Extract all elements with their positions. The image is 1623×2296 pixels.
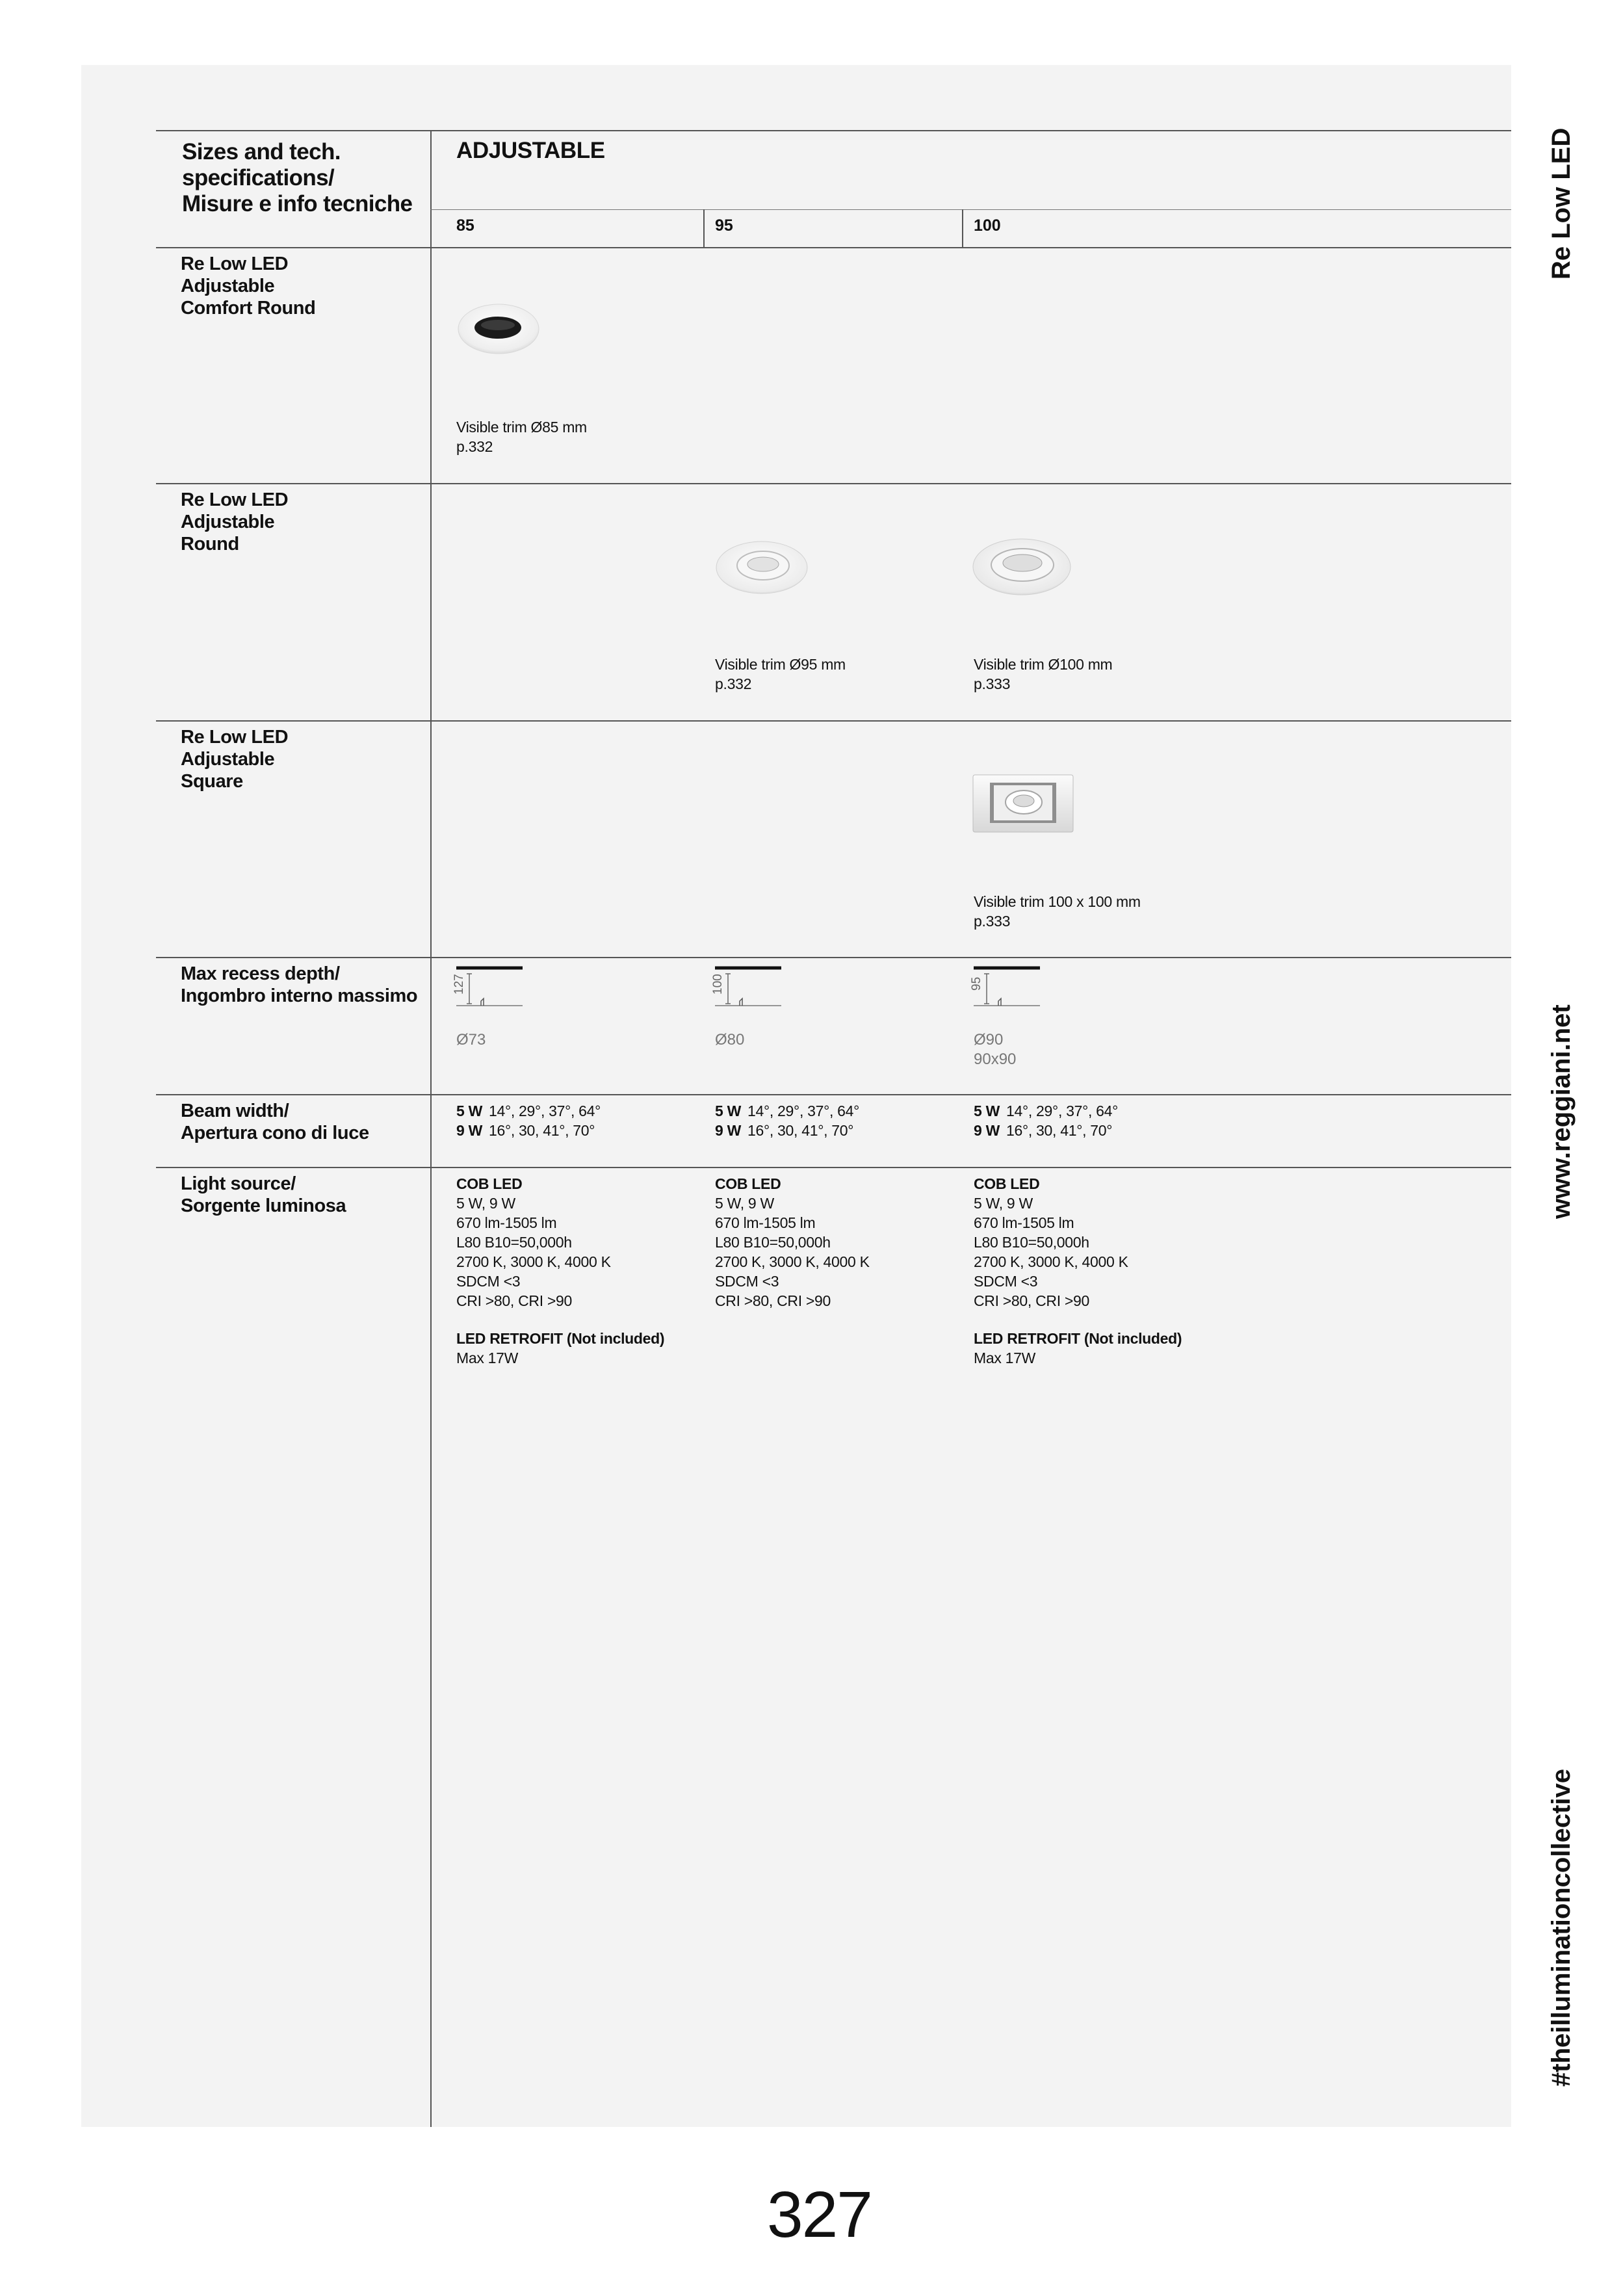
beam-angles-5: 14°, 29°, 37°, 64° [489, 1102, 601, 1119]
section-title: ADJUSTABLE [456, 138, 605, 163]
column-header-100: 100 [974, 216, 1001, 235]
cob-led: COB LED [974, 1175, 1040, 1192]
round-100-caption [974, 655, 1112, 694]
lifetime: L80 B10=50,000h [715, 1234, 831, 1251]
row-label-square: Re Low LED Adjustable Square [181, 727, 289, 792]
trim-text: Visible trim 100 x 100 mm [974, 893, 1141, 910]
row-rule-4 [156, 957, 1511, 958]
lumens: 670 lm-1505 lm [974, 1214, 1074, 1231]
row-rule-2 [156, 483, 1511, 484]
beam-watt-9: 9 W [715, 1122, 741, 1139]
column-divider-95 [703, 209, 705, 247]
beam-watt-5: 5 W [715, 1102, 741, 1119]
trim-text: Visible trim Ø100 mm [974, 656, 1113, 673]
column-header-85: 85 [456, 216, 474, 235]
side-website[interactable]: www.reggiani.net [1547, 1004, 1576, 1219]
page-ref[interactable]: p.332 [715, 675, 752, 692]
light-source-95 [715, 1174, 870, 1311]
lumens: 670 lm-1505 lm [715, 1214, 816, 1231]
beam-angles-5: 14°, 29°, 37°, 64° [747, 1102, 860, 1119]
beam-100 [974, 1101, 1118, 1140]
product-image-comfort-round-85 [456, 303, 541, 355]
watts: 5 W, 9 W [456, 1195, 515, 1212]
trim-text: Visible trim Ø85 mm [456, 419, 587, 436]
light-source-85 [456, 1174, 664, 1368]
led-retrofit: LED RETROFIT (Not included) [456, 1330, 665, 1347]
trim-text: Visible trim Ø95 mm [715, 656, 846, 673]
row-rule-5 [156, 1094, 1511, 1095]
recess-diagram-95 [711, 962, 785, 1014]
column-header-95: 95 [715, 216, 733, 235]
watts: 5 W, 9 W [715, 1195, 774, 1212]
led-retrofit: LED RETROFIT (Not included) [974, 1330, 1182, 1347]
page-ref[interactable]: p.332 [456, 438, 493, 455]
lifetime: L80 B10=50,000h [456, 1234, 572, 1251]
beam-watt-5: 5 W [456, 1102, 482, 1119]
cri: CRI >80, CRI >90 [456, 1292, 573, 1309]
row-label-recess: Max recess depth/ Ingombro interno massimo [181, 963, 418, 1006]
beam-angles-9: 16°, 30, 41°, 70° [747, 1122, 854, 1139]
recess-square-size: 90x90 [974, 1050, 1017, 1068]
recess-diameter: Ø73 [456, 1031, 486, 1049]
recess-depth-95: 100 [711, 974, 725, 995]
beam-watt-9: 9 W [974, 1122, 1000, 1139]
max-power: Max 17W [456, 1350, 519, 1366]
header-top-rule [156, 130, 1511, 131]
row-rule-6 [156, 1167, 1511, 1168]
recess-diameter: Ø80 [715, 1031, 745, 1049]
side-product-title: Re Low LED [1547, 127, 1576, 280]
lifetime: L80 B10=50,000h [974, 1234, 1089, 1251]
light-source-100 [974, 1174, 1182, 1368]
max-power: Max 17W [974, 1350, 1036, 1366]
recess-85-values [456, 1030, 486, 1050]
sdcm: SDCM <3 [715, 1273, 779, 1290]
beam-angles-5: 14°, 29°, 37°, 64° [1006, 1102, 1119, 1119]
round-95-caption [715, 655, 846, 694]
cct: 2700 K, 3000 K, 4000 K [974, 1253, 1128, 1270]
beam-watt-5: 5 W [974, 1102, 1000, 1119]
row-label-comfort-round: Re Low LED Adjustable Comfort Round [181, 254, 316, 319]
page-number: 327 [767, 2178, 872, 2251]
spec-panel [81, 65, 1511, 2127]
column-header-rule [430, 209, 1511, 210]
recess-diagram-100 [972, 962, 1044, 1014]
beam-angles-9: 16°, 30, 41°, 70° [489, 1122, 595, 1139]
product-image-round-95 [715, 540, 809, 595]
recess-diameter: Ø90 [974, 1031, 1004, 1049]
cob-led: COB LED [456, 1175, 523, 1192]
cct: 2700 K, 3000 K, 4000 K [456, 1253, 611, 1270]
comfort-round-85-caption [456, 417, 587, 456]
lumens: 670 lm-1505 lm [456, 1214, 557, 1231]
label-column-divider [430, 130, 432, 2127]
row-label-beam: Beam width/ Apertura cono di luce [181, 1101, 369, 1143]
cri: CRI >80, CRI >90 [715, 1292, 831, 1309]
product-image-square-100 [972, 774, 1074, 833]
recess-100-values [974, 1030, 1016, 1069]
row-label-light-source: Light source/ Sorgente luminosa [181, 1173, 346, 1216]
row-label-round: Re Low LED Adjustable Round [181, 489, 289, 554]
cri: CRI >80, CRI >90 [974, 1292, 1090, 1309]
cct: 2700 K, 3000 K, 4000 K [715, 1253, 870, 1270]
sdcm: SDCM <3 [974, 1273, 1038, 1290]
square-100-caption [974, 892, 1141, 931]
row-rule-3 [156, 720, 1511, 722]
beam-watt-9: 9 W [456, 1122, 482, 1139]
cob-led: COB LED [715, 1175, 781, 1192]
recess-depth-85: 127 [452, 974, 466, 995]
recess-diagram-85 [452, 962, 526, 1014]
page-ref[interactable]: p.333 [974, 675, 1011, 692]
watts: 5 W, 9 W [974, 1195, 1033, 1212]
row-rule-1 [156, 247, 1511, 248]
table-title: Sizes and tech. specifications/ Misure e info tecniche [182, 139, 413, 216]
recess-95-values [715, 1030, 744, 1050]
beam-95 [715, 1101, 859, 1140]
column-divider-100 [962, 209, 963, 247]
beam-angles-9: 16°, 30, 41°, 70° [1006, 1122, 1113, 1139]
sdcm: SDCM <3 [456, 1273, 521, 1290]
beam-85 [456, 1101, 601, 1140]
recess-depth-100: 95 [970, 976, 983, 991]
side-hashtag: #theilluminationcollective [1547, 1768, 1576, 2087]
page-ref[interactable]: p.333 [974, 913, 1011, 930]
product-image-round-100 [972, 537, 1072, 597]
